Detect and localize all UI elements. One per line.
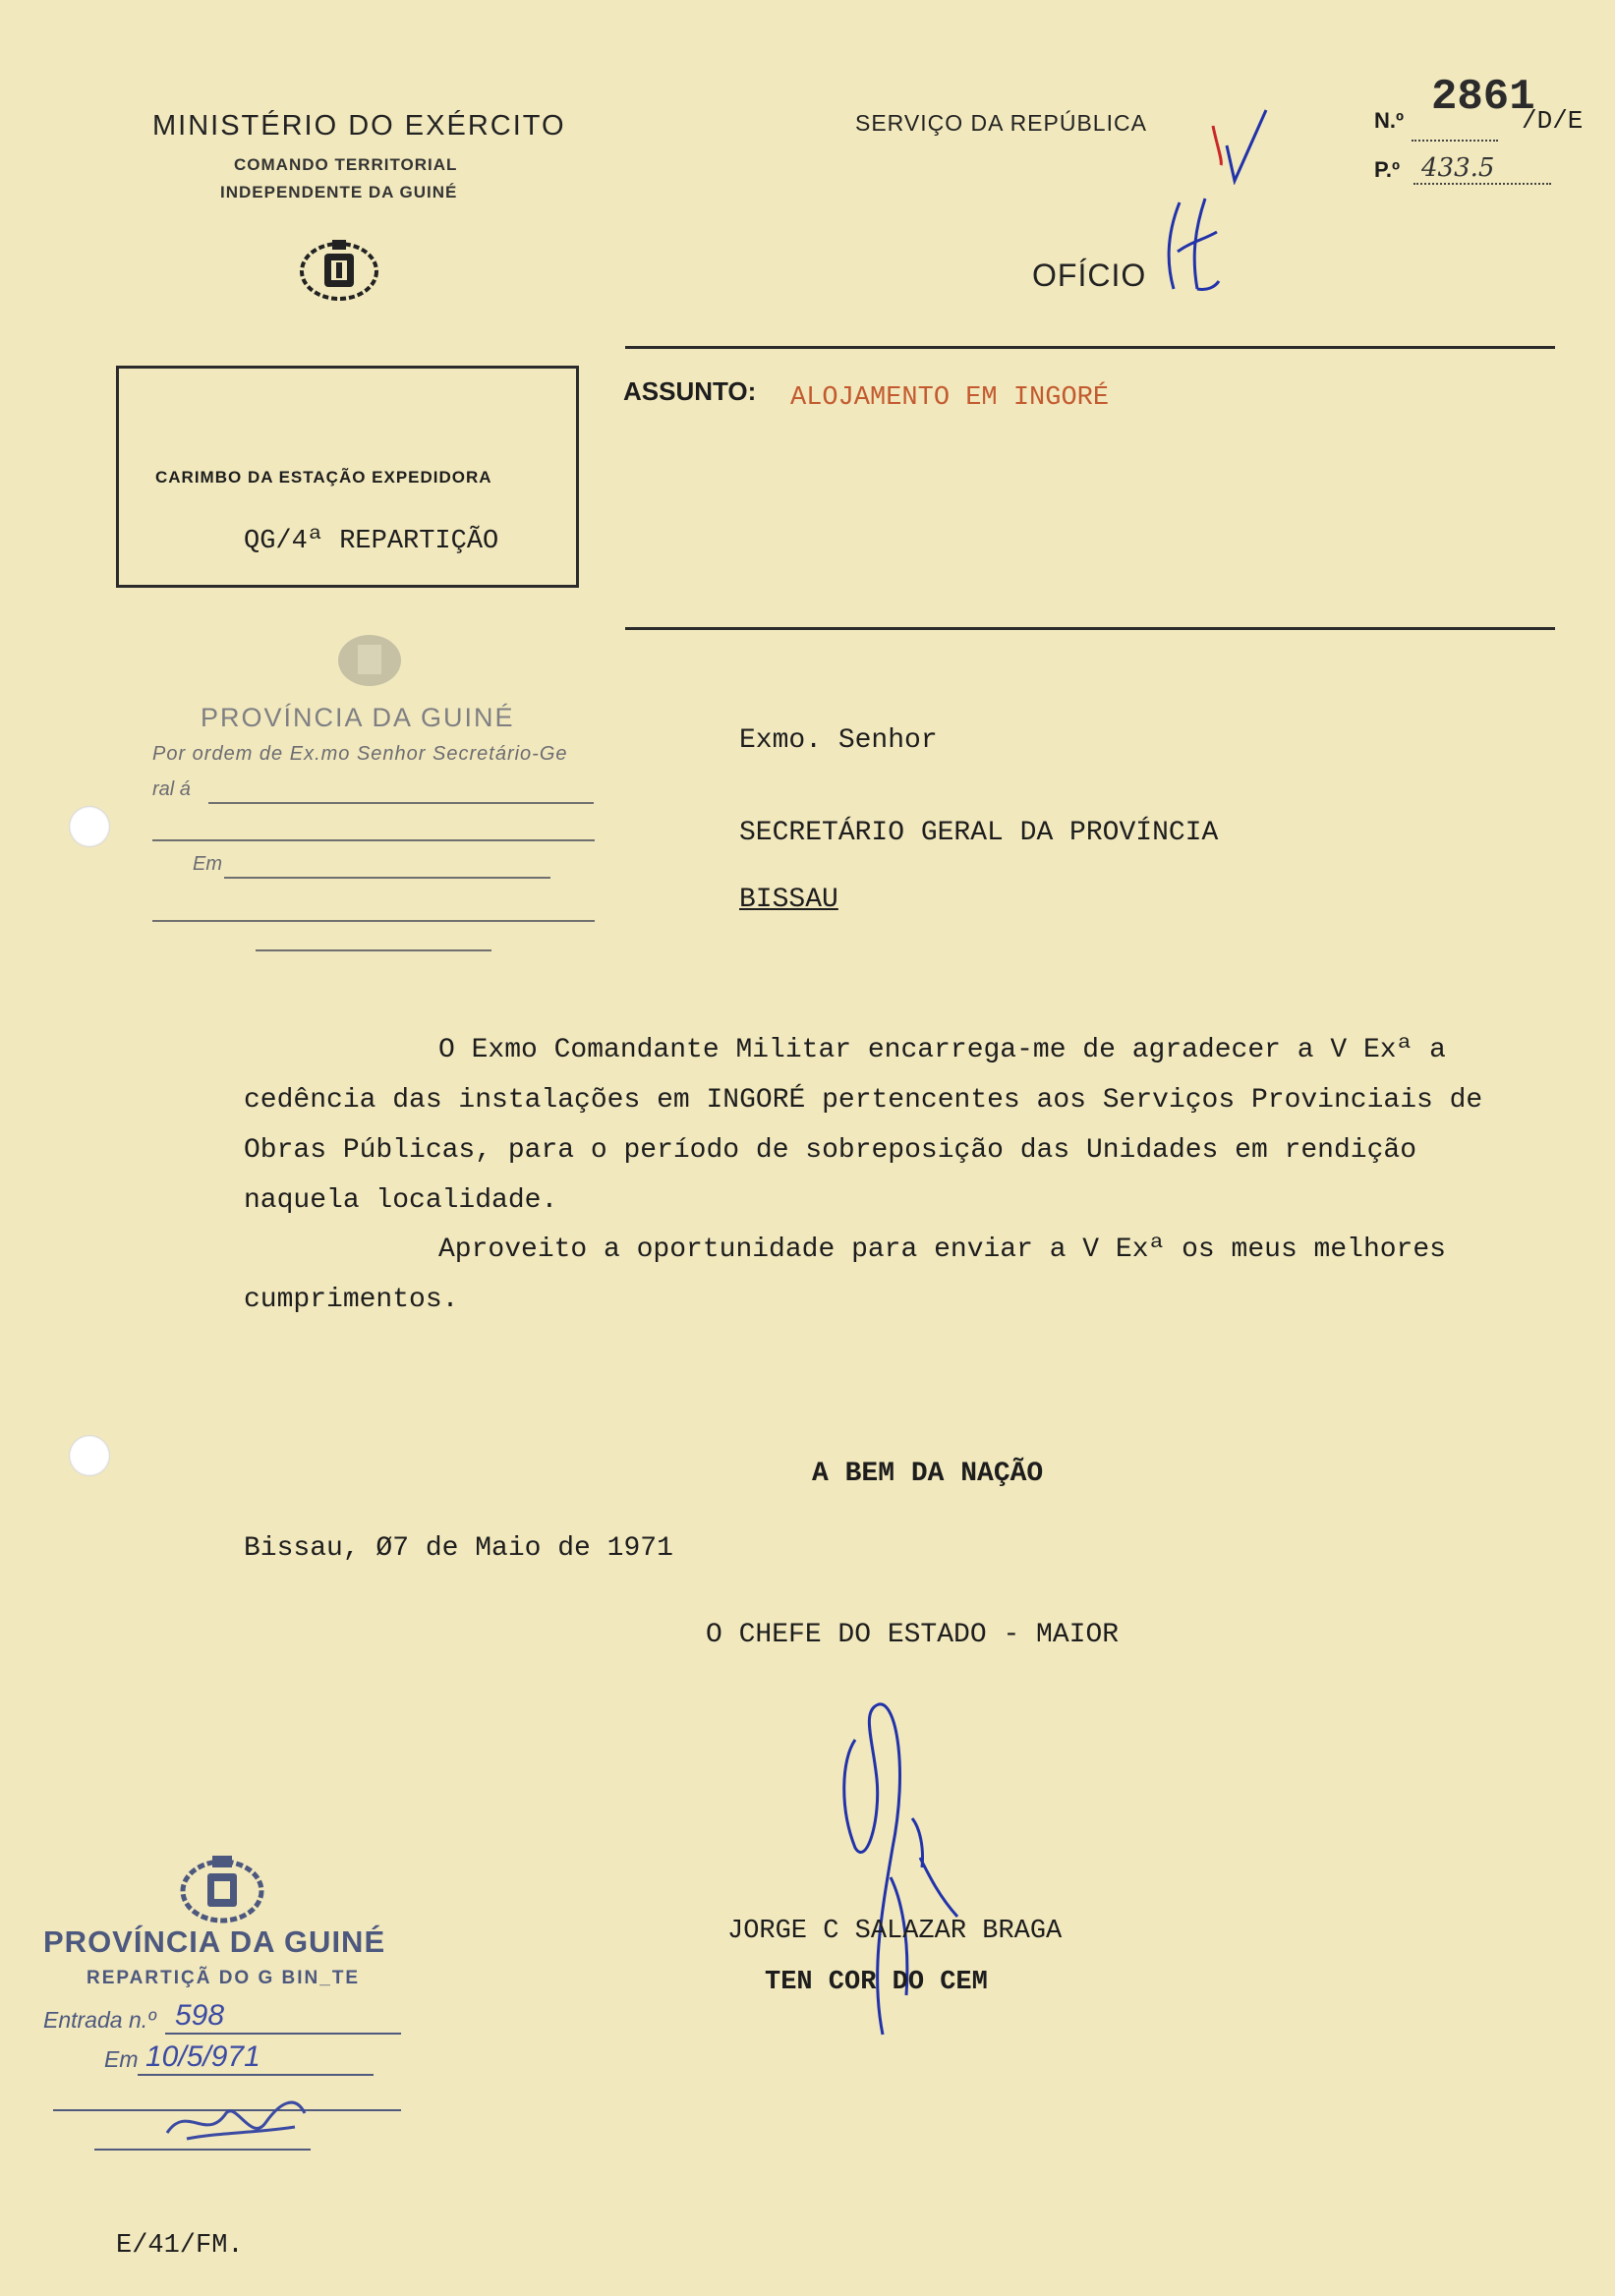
subject-label: ASSUNTO: (623, 376, 757, 406)
entry-stamp-title: PROVÍNCIA DA GUINÉ (43, 1924, 386, 1959)
ministry-heading: MINISTÉRIO DO EXÉRCITO (152, 110, 566, 142)
recipient-title: SECRETÁRIO GERAL DA PROVÍNCIA (739, 818, 1219, 848)
signer-name: JORGE C SALAZAR BRAGA (727, 1917, 1063, 1946)
signer-rank: TEN COR DO CEM (765, 1968, 988, 1997)
faded-crest-icon (330, 625, 409, 694)
body-paragraph-2: Aproveito a oportunidade para enviar a V Exª os meus melhores cumprimentos. (244, 1234, 1446, 1315)
initials-signature-icon (157, 2084, 315, 2152)
subject-value: ALOJAMENTO EM INGORÉ (790, 383, 1110, 413)
check-mark-icon (1205, 106, 1274, 185)
process-underline (1413, 183, 1551, 185)
province-stamp-em: Em (193, 853, 222, 875)
number-underline (1412, 140, 1498, 142)
process-label: P.º (1374, 157, 1400, 182)
recipient-salutation: Exmo. Senhor (739, 725, 938, 756)
closing-motto: A BEM DA NAÇÃO (812, 1459, 1044, 1489)
province-stamp-rule (256, 949, 491, 951)
province-stamp-rule (152, 839, 595, 841)
entry-stamp-rule (165, 2033, 401, 2035)
file-reference: E/41/FM. (116, 2231, 244, 2261)
subject-top-rule (625, 346, 1555, 349)
process-value: 433.5 (1421, 153, 1495, 183)
signature-icon (822, 1700, 989, 2054)
entry-stamp-rule (94, 2149, 311, 2151)
province-stamp-title: PROVÍNCIA DA GUINÉ (201, 703, 515, 732)
dispatch-stamp-label: CARIMBO DA ESTAÇÃO EXPEDIDORA (155, 468, 492, 487)
entry-stamp-rule (138, 2074, 374, 2076)
province-stamp-line: ral á (152, 778, 191, 800)
number-value: 2861 (1431, 73, 1535, 122)
province-crest-icon (173, 1850, 271, 1926)
entry-date-label: Em (104, 2046, 139, 2072)
service-heading: SERVIÇO DA REPÚBLICA (855, 110, 1147, 136)
entry-number-value: 598 (175, 1999, 225, 2032)
punch-hole (69, 806, 110, 847)
coat-of-arms-icon (295, 234, 383, 303)
dispatch-stamp-value: QG/4ª REPARTIÇÃO (244, 527, 499, 556)
oficio-label: OFÍCIO (1032, 258, 1147, 293)
punch-hole (69, 1435, 110, 1476)
subject-bottom-rule (625, 627, 1555, 630)
command-heading: COMANDO TERRITORIAL (234, 155, 458, 174)
letter-date: Bissau, Ø7 de Maio de 1971 (244, 1533, 673, 1564)
province-stamp-order: Por ordem de Ex.mo Senhor Secretário-Ge (152, 743, 568, 765)
entry-stamp-subtitle: REPARTIÇÃ DO G BIN_TE (87, 1968, 361, 1988)
body-paragraph-1: O Exmo Comandante Militar encarrega-me de agradecer a V Exª a cedência das instalações em INGORÉ pertencentes aos Serviços Provinciais de Obras Públicas, para o período de sobreposição das Unidades em rendição naquela localidade. (244, 1035, 1483, 1216)
number-suffix: /D/E (1522, 106, 1584, 136)
province-stamp-rule (152, 920, 595, 922)
recipient-city: BISSAU (739, 885, 838, 915)
independent-heading: INDEPENDENTE DA GUINÉ (220, 183, 458, 201)
entry-date-value: 10/5/971 (145, 2040, 260, 2073)
entry-number-label: Entrada n.º (43, 2007, 156, 2033)
province-stamp-rule (208, 802, 594, 804)
handwritten-mark-icon (1158, 193, 1237, 301)
chief-title: O CHEFE DO ESTADO - MAIOR (706, 1620, 1120, 1650)
province-stamp-rule (224, 877, 550, 879)
number-label: N.º (1374, 108, 1405, 133)
